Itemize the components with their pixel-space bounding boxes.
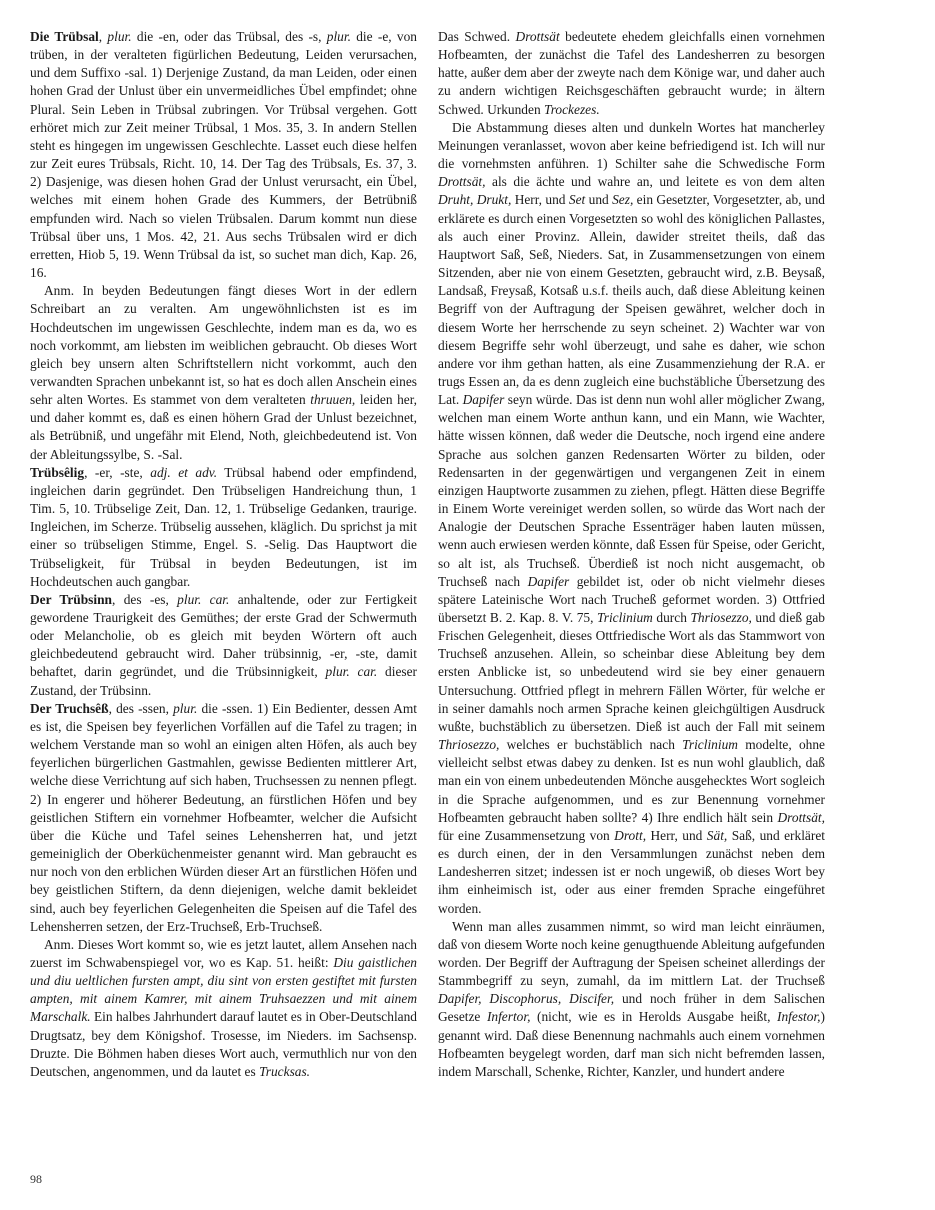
- italic-term: Drottsät: [515, 29, 560, 44]
- body-text: Das Schwed.: [438, 29, 516, 44]
- italic-term: Drott,: [614, 827, 647, 843]
- body-text: und: [585, 192, 613, 208]
- body-text: dieser Zustand, der Trübsinn.: [30, 664, 417, 698]
- entry-paragraph: [30, 700, 417, 936]
- italic-term: thruuen,: [310, 392, 356, 408]
- body-text: Wenn man alles zusammen nimmt, so wird man leicht einräumen, daß von diesem Worte noch keine genugthuende Ableitung aufgefunden worden. Der Begriff der Auftragung der Speisen scheinet allerdings der Stammbegriff zu seyn, zumahl, da im mittlern Lat. der Truchseß: [438, 918, 825, 989]
- italic-term: plur.: [173, 700, 198, 716]
- body-text: die -en, oder das Trübsal, des -s,: [131, 29, 327, 44]
- body-text: , des -ssen,: [108, 700, 174, 716]
- italic-term: Dapifer: [527, 573, 570, 589]
- body-text: ) genannt wird. Daß diese Benennung nachmahls auch einem vornehmen Hofbeamten beygelegt worden, darf man sich nicht befremden lassen, indem Marschall, Schenke, Richter, Kanzler, und hundert andere: [438, 1009, 825, 1079]
- entry-headword: Der Truchsêß: [30, 700, 109, 716]
- body-text: Anm. Dieses Wort kommt so, wie es jetzt lautet, allem Ansehen nach zuerst im Schwabenspiegel vor, wo es Kap. 51. heißt:: [30, 936, 417, 970]
- italic-term: plur.: [326, 29, 351, 44]
- entry-headword: Trübsêlig: [30, 464, 85, 480]
- entry-paragraph: [30, 936, 417, 1081]
- italic-term: Trucksas.: [259, 1063, 311, 1079]
- body-text: bedeutete ehedem gleichfalls einen vornehmen Hofbeamten, der zunächst die Tafel des Landesherren zu besorgen hatte, außer dem aber der zweyte nach dem Könige war, und daher auch zu andern wichtigen Reichsgeschäften gebraucht wurde; in ältern Schwed. Urkunden: [438, 29, 826, 117]
- italic-term: Infestor,: [777, 1009, 821, 1025]
- body-text: die -e, von trüben, in der veralteten figürlichen Bedeutung, Leiden verursachen, und dem Suffixo -sal. 1) Derjenige Zustand, da man Leiden, oder einen hohen Grad der Unlust über ein unvermeidliches Übel empfindet; ohne Plural. Sein Leben in Trübsal zubringen. Vor Trübsal vergehen. Gott erhöret mich zur Zeit meiner Trübsal, 1 Mos. 35, 3. In andern Stellen steht es hingegen im ungewissen Geschlechte. Lasset euch diese helfen zur Zeit eures Trübsals, Richt. 10, 14. Der Tag des Trübsals, Es. 37, 3. 2) Dasjenige, was diesen hohen Grad der Unlust verursacht, ein Übel, welches mit einem hohen Grade des Kummers, der Betrübniß empfunden wird. Nach so vielen Trübsalen. Darum kommt nun diese Trübsal über uns, 1 Mos. 42, 21. Aus sechs Trübsalen wird er dich erretten, Hiob 5, 19. Wenn Trübsal da ist, so suchet man dich, Kap. 26, 16.: [30, 29, 417, 281]
- left-text-column: [30, 28, 417, 1081]
- body-text: ein Gesetzter, Vorgesetzter, ab, und erklärete es durch einen Vorgesetzten so wohl des königlichen Pallastes, als auch einer Provinz. Allein, dawider streitet theils, daß das Hauptwort Saß, Seß, Nieders. Sat, in Zusammensetzungen von einem Sitzenden, aber nie von einem Gesetzten, gebraucht wird, z.B. Beysaß, Landsaß, Freysaß, Kotsaß u.s.f. theils auch, daß diese Ableitung keinen Begriff von der Auftragung der Speisen gewähret, welcher doch in diesem Worte her herrschende zu seyn scheinet. 2) Wachter war von diesem Begriffe sehr wohl überzeugt, und sahe es daher, wie schon andere vor ihm gethan hatten, als eine Zusammenziehung der R.A. er trugs Essen an, da es denn zugleich eine buchstäbliche Übersetzung des Lat.: [438, 192, 825, 408]
- body-text: Ein halbes Jahrhundert darauf lautet es in Ober-Deutschland Drugtsatz, bey dem Königshof. Trosesse, im Nieders. im Sachsensp. Druzte. Die Böhmen haben dieses Wort auch, vermuthlich nur von den Deutschen, angenommen, und da lautet es: [30, 1009, 417, 1079]
- entry-paragraph: [30, 282, 417, 464]
- entry-paragraph: [438, 119, 825, 918]
- body-text: die -ssen. 1) Ein Bedienter, dessen Amt es ist, die Speisen bey feyerlichen Vorfällen auf die Tafel zu tragen; in welchem Verstande man so wohl an einigen alten Höfen, als auch bey feyerlichen bürgerlichen Gastmahlen, gewisse Bedienten mittlerer Art, welche diese Verrichtung auf sich haben, Truchsessen zu nennen pflegt. 2) In engerer und höherer Bedeutung, an fürstlichen Höfen und bey geistlichen Stiftern ein vornehmer Hofbeamter, welcher die Aufsicht über die Küche und Tafel seines Lehensherren hat, und jetzt gemeiniglich der Oberküchenmeister genannt wird. Man gebraucht es nur noch von den erblichen Würden dieser Art an fürstlichen Höfen und bey geistlichen Stiftern, da denn diejenigen, welche damit bekleidet sind, auch bey feyerlichen Gelegenheiten die Speisen auf die Tafel des Lehensherren setzen, der Erz-Truchseß, Erb-Truchseß.: [30, 700, 418, 934]
- italic-term: Infertor,: [486, 1009, 531, 1025]
- italic-term: Drottsät,: [438, 174, 486, 190]
- body-text: seyn würde. Das ist denn nun wohl aller möglicher Zwang, welchen man einem Worte anthun kann, und ein Mann, wie Wachter, hätte wissen können, daß weder die Deutsche, noch irgend eine andere Sprache aus solchen ganzen Redensarten Wörter zu bilden, oder Redensarten in der gegenwärtigen und vergangenen Zeit in einem einzigen Hauptworte zusammen zu ziehen, pflegt. Hätten diese Begriffe in Einem Worte vereiniget werden sollen, so würde das Wort nach der Analogie der Deutschen Sprache Essenträger haben lauten müssen, wenn auch erwiesen werden könnte, daß Essen für Speise, oder Gericht, so alt ist, als Truchseß. Überdieß ist noch nicht ausgemacht, ob Truchseß nach: [438, 392, 826, 589]
- italic-term: Trockezes.: [544, 101, 600, 117]
- body-text: und dieß gab Frischen Gelegenheit, dieses Ottfriedische Wort als das Stammwort von Truchseß anzusehen. Allein, so scheinbar diese Ableitung bey dem ersten Anblicke ist, so unbedeutend wird sie bey einer genauern Untersuchung. Ottfried pflegt in mehrern Fällen Wörter, für welche er in seiner damahls noch armen Sprache keinen gleichgültigen Ausdruck wußte, buchstäblich zu übersetzen. Dieß ist auch der Fall mit seinem: [438, 610, 826, 734]
- body-text: als die ächte und wahre an, und leitete es von dem alten: [485, 174, 825, 190]
- entry-paragraph: [30, 464, 417, 591]
- italic-term: plur. car.: [325, 664, 378, 680]
- italic-term: plur. car.: [177, 591, 230, 607]
- entry-headword: Der Trübsinn: [30, 591, 113, 607]
- body-text: , -er, -ste,: [84, 464, 151, 480]
- body-text: , des -es,: [112, 591, 178, 607]
- body-text: welches er buchstäblich nach: [499, 737, 683, 753]
- body-text: leiden her, und daher kommt es, daß es einen höhern Grad der Unlust bezeichnet, als Betrübniß, und ungefähr mit Elend, Noth, gleichbedeutend ist. Von der Ableitungssylbe, S. -Sal.: [30, 392, 418, 462]
- body-text: anhaltende, oder zur Fertigkeit gewordene Traurigkeit des Gemüthes; der erste Grad der Schwermuth oder Melancholie, ob es gleich mit beyden Wörtern oft auch gleichbedeutend gebraucht wird. Daher trübsinnig, -er, -ste, damit behaftet, darin gegründet, und die Trübsinnigkeit,: [30, 591, 417, 680]
- body-text: durch: [652, 610, 691, 625]
- right-text-column: [438, 28, 825, 1081]
- body-text: Trübsal habend oder empfindend, ingleichen darin gegründet. Den Trübseligen Handreichung thun, 1 Tim. 5, 10. Trübselige Zeit, Dan. 12, 1. Trübselige Gedanken, traurige. Ingleichen, im Scherze. Trübselig aussehen, kläglich. Du sprichst ja mit einer so trübseligen Stimme, Engel. S. -Selig. Das Hauptwort die Trübseligkeit, für Trübsal in beyden Bedeutungen, ist im Hochdeutschen auch gangbar.: [30, 464, 417, 589]
- italic-term: Druht, Drukt,: [438, 192, 512, 208]
- entry-paragraph: [30, 28, 417, 282]
- italic-term: Diu gaistlichen und diu ueltlichen fursten ampt, diu sint von ersten gestiftet mit fursten ampten, mit ainem Kamrer, mit ainem Truhsaezzen und mit ainem Marschalk.: [30, 954, 417, 1025]
- body-text: Herr, und: [511, 192, 569, 208]
- italic-term: adj. et adv.: [150, 464, 218, 480]
- page-number: 98: [30, 1172, 42, 1186]
- italic-term: Drottsät,: [777, 809, 825, 825]
- body-text: Anm. In beyden Bedeutungen fängt dieses Wort in der edlern Schreibart an zu veralten. Am ungewöhnlichsten ist es im Hochdeutschen im ungewissen Geschlechte, indem man es da, wo es noch vorkommt, am liebsten im weiblichen gebraucht. Ob dieses Wort gleich bey unsern alten Schriftstellern nicht vorkommt, auch den verwandten Sprachen unbekannt ist, so hat es doch allen Anschein eines sehr alten Wortes. Es stammet von dem veralteten: [30, 283, 417, 408]
- entry-paragraph: [438, 28, 825, 119]
- body-text: gebildet ist, oder ob nicht vielmehr dieses spätere Lateinische Wort nach Truchеß geformet worden. 3) Ottfried übersetzt B. 2. Kap. 8. V. 75,: [438, 573, 826, 625]
- italic-term: Dapifer: [462, 392, 505, 408]
- entry-paragraph: [30, 591, 417, 700]
- entry-paragraph: [438, 918, 825, 1081]
- body-text: ,: [98, 29, 108, 44]
- body-text: (nicht, wie es in Herolds Ausgabe heißt,: [530, 1009, 777, 1025]
- italic-term: Sez,: [612, 192, 634, 208]
- italic-term: Triclinium: [682, 737, 738, 753]
- italic-term: Thriosezzo,: [690, 610, 752, 625]
- italic-term: Dapifer, Discophorus, Discifer,: [438, 991, 615, 1007]
- body-text: für eine Zusammensetzung von: [438, 827, 615, 843]
- body-text: und noch früher in dem Salischen Gesetze: [438, 991, 826, 1025]
- italic-term: Thriosezzo,: [438, 737, 500, 753]
- italic-term: Set: [568, 192, 586, 208]
- italic-term: plur.: [107, 29, 132, 44]
- entry-headword: Die Trübsal: [30, 29, 99, 44]
- italic-term: Sät,: [706, 827, 728, 843]
- body-text: Saß, und erkläret es durch einen, der in den Versammlungen zunächst neben dem Landesherren sitzet; indessen ist er noch ungewiß, ob dieses Wort bey ihm einheimisch ist, oder aus einer fremden Sprache eingeführet worden.: [438, 827, 825, 916]
- body-text: modelte, ohne vielleicht selbst etwas dabey zu denken. Ist es nun wohl glaublich, daß man ein von einem unbedeutenden Mönche ausgehecktes Wort sogleich in die Sprache aufgenommen, und es zur Benennung vornehmer Hofbeamten gebraucht haben sollte? 4) Ihre endlich hält sein: [438, 737, 825, 825]
- italic-term: Triclinium: [597, 610, 653, 625]
- body-text: Die Abstammung dieses alten und dunkeln Wortes hat mancherley Meinungen veranlasset, wovon aber keine befriedigend ist. Ich will nur die vornehmsten anführen. 1) Schilter sahe die Schwedische Form: [438, 119, 825, 172]
- body-text: Herr, und: [646, 827, 707, 843]
